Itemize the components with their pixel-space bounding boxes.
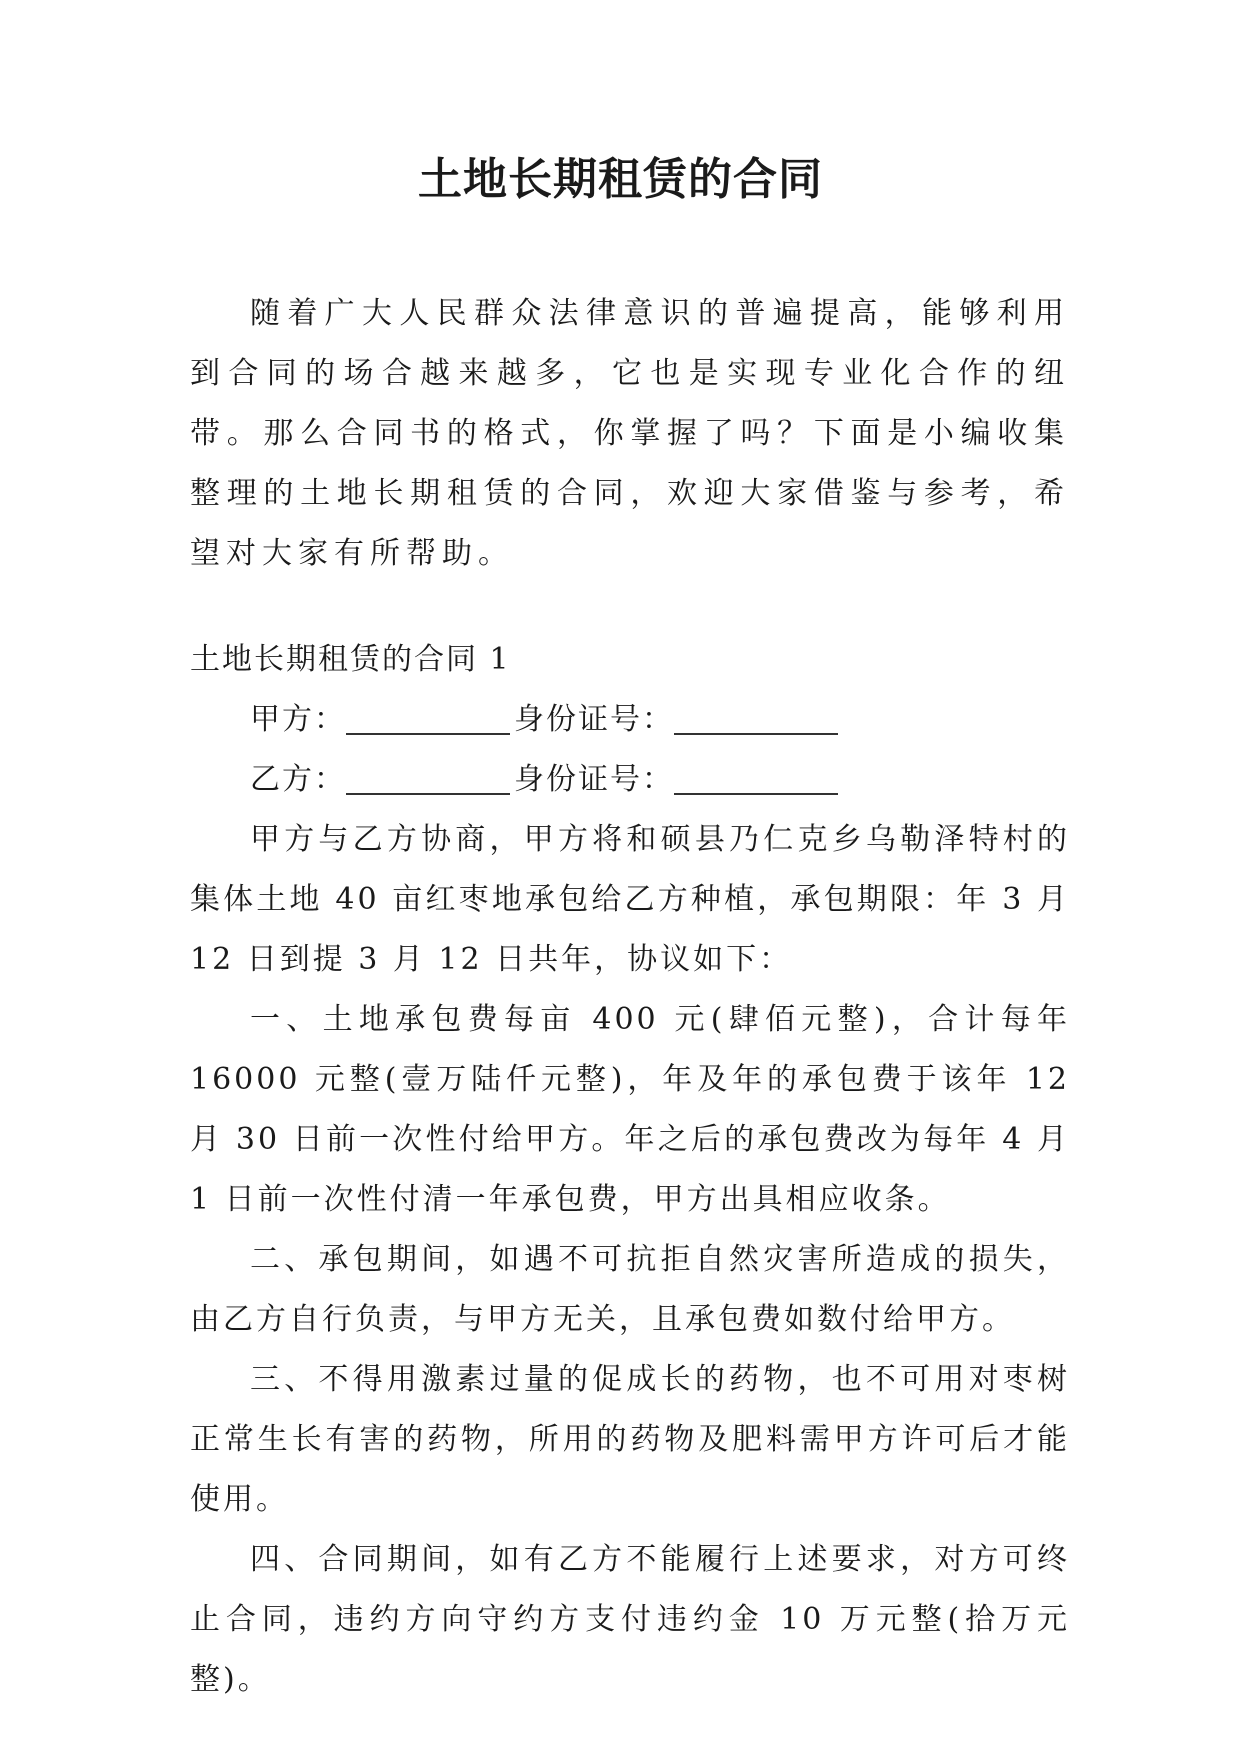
contract-heading: 土地长期租赁的合同 1 <box>190 642 511 677</box>
party-a-id-blank <box>674 703 838 735</box>
clause-3-paragraph: 三、不得用激素过量的促成长的药物，也不可用对枣树正常生长有害的药物，所用的药物及肥料需甲方许可后才能使用。 <box>190 1362 1070 1517</box>
document-title: 土地长期租赁的合同 <box>418 154 823 205</box>
document-body <box>190 284 1070 1710</box>
party-b-label: 乙方： <box>250 762 346 797</box>
party-a-name-blank <box>346 703 510 735</box>
party-a-label: 甲方： <box>250 702 346 737</box>
intro-paragraph: 随着广大人民群众法律意识的普遍提高，能够利用到合同的场合越来越多，它也是实现专业化合作的纽带。那么合同书的格式，你掌握了吗？下面是小编收集整理的土地长期租赁的合同，欢迎大家借鉴与参考，希望对大家有所帮助。 <box>190 296 1070 571</box>
party-b-line <box>190 750 1070 810</box>
party-a-line <box>190 690 1070 750</box>
clause-4-paragraph: 四、合同期间，如有乙方不能履行上述要求，对方可终止合同，违约方向守约方支付违约金 10 万元整(拾万元整)。 <box>190 1542 1070 1697</box>
party-b-id-blank <box>674 763 838 795</box>
clause-2-paragraph: 二、承包期间，如遇不可抗拒自然灾害所造成的损失，由乙方自行负责，与甲方无关，且承包费如数付给甲方。 <box>190 1242 1070 1337</box>
party-b-name-blank <box>346 763 510 795</box>
party-b-id-label: 身份证号： <box>514 762 674 797</box>
agreement-paragraph: 甲方与乙方协商，甲方将和硕县乃仁克乡乌勒泽特村的集体土地 40 亩红枣地承包给乙方种植，承包期限：年 3 月 12 日到提 3 月 12 日共年，协议如下： <box>190 822 1070 977</box>
clause-1-paragraph: 一、土地承包费每亩 400 元(肆佰元整)，合计每年 16000 元整(壹万陆仟元整)，年及年的承包费于该年 12 月 30 日前一次性付给甲方。年之后的承包费改为每年 4 月 1 日前一次性付清一年承包费，甲方出具相应收条。 <box>190 1002 1070 1217</box>
party-a-id-label: 身份证号： <box>514 702 674 737</box>
